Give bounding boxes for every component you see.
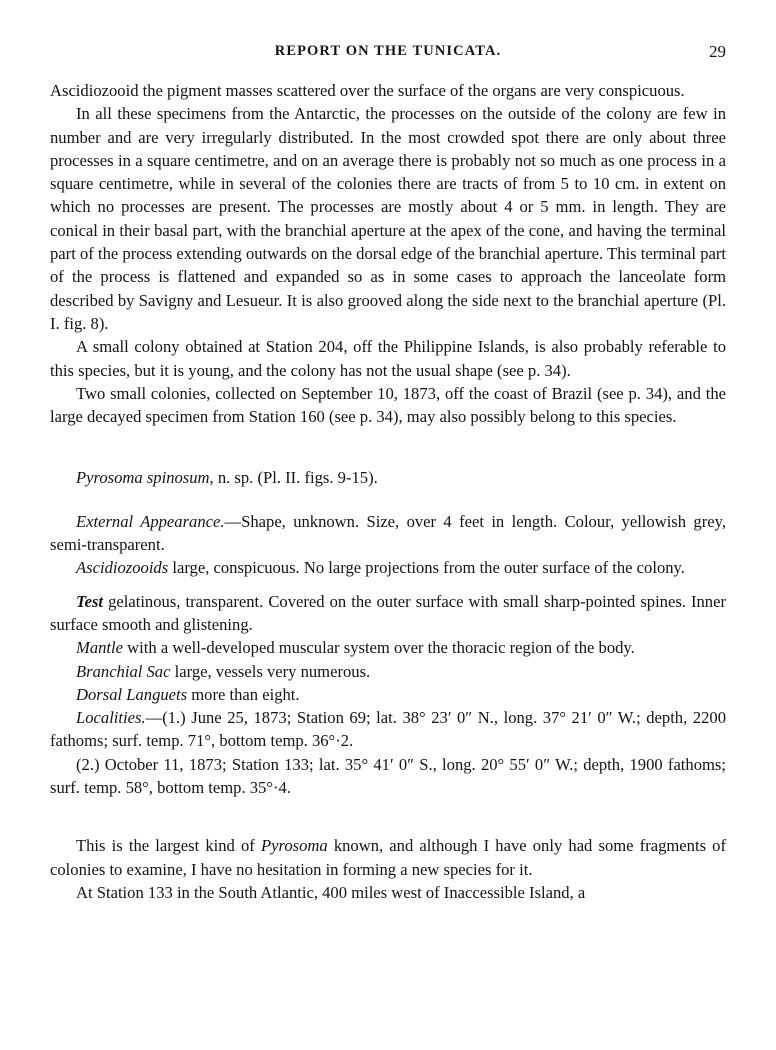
- genus-name: Pyrosoma: [260, 836, 328, 856]
- test-entry: [50, 590, 726, 637]
- external-appearance: [50, 510, 726, 557]
- paragraph-station-133: At Station 133 in the South Atlantic, 400 miles west of Inaccessible Island, a: [76, 882, 586, 902]
- localities-entry-2: (2.) October 11, 1873; Station 133; lat. 35° 41′ 0″ S., long. 20° 55′ 0″ W.; depth, 1900 fathoms; surf. temp. 58°, bottom temp. 35°·4.: [50, 754, 726, 798]
- dorsal-languets-text: more than eight.: [187, 684, 300, 704]
- ascidiozooids-label: Ascidiozooids: [76, 558, 169, 578]
- ascidiozooids-entry: [50, 556, 726, 579]
- ascidiozooids-text: large, conspicuous. No large projections from the outer surface of the colony.: [168, 558, 685, 578]
- mantle-text: with a well-developed muscular system over the thoracic region of the body.: [123, 638, 635, 658]
- largest-kind-text-a: This is the largest kind of: [76, 836, 261, 856]
- page-header: [50, 40, 726, 64]
- branchial-sac-entry: [50, 660, 726, 683]
- mantle-entry: [50, 636, 726, 659]
- species-name: Pyrosoma spinosum: [76, 468, 210, 488]
- mantle-label: Mantle: [76, 638, 124, 658]
- localities-entry-1: [50, 706, 726, 753]
- dorsal-languets-label: Dorsal Languets: [76, 684, 188, 704]
- dorsal-languets-entry: [50, 683, 726, 706]
- paragraph-brazil-colonies: Two small colonies, collected on September 10, 1873, off the coast of Brazil (see p. 34), and the large decayed specimen from Station 160 (see p. 34), may also possibly belong to this species.: [50, 383, 726, 427]
- largest-kind-text-b: known, and although I have only had some fragments of colonies to examine, I have no hesitation in forming a new species for it.: [50, 836, 726, 879]
- localities-label: Localities.: [76, 708, 146, 728]
- external-appearance-label: External Appearance.: [76, 511, 225, 531]
- test-text: gelatinous, transparent. Covered on the outer surface with small sharp-pointed spines. Inner surface smooth and glistening.: [50, 591, 726, 634]
- species-heading-rest: , n. sp. (Pl. II. figs. 9-15).: [209, 468, 378, 488]
- branchial-sac-label: Branchial Sac: [76, 661, 171, 681]
- paragraph-largest-kind: [50, 834, 726, 881]
- running-head: REPORT ON THE TUNICATA.: [274, 43, 502, 59]
- localities-1-text: —(1.) June 25, 1873; Station 69; lat. 38° 23′ 0″ N., long. 37° 21′ 0″ W.; depth, 2200 fathoms; surf. temp. 71°, bottom temp. 36°·2.: [50, 708, 726, 751]
- page-number: 29: [709, 42, 726, 61]
- test-label: Test: [76, 591, 104, 611]
- paragraph-antarctic-processes: In all these specimens from the Antarctic, the processes on the outside of the colony are few in number and are very irregularly distributed. In the most crowded spot there are only about three processes in a square centimetre, and on an average there is probably not so much as one process in a square centimetre, while in several of the colonies there are tracts of from 5 to 10 cm. in extent on which no processes are present. The processes are mostly about 4 or 5 mm. in length. They are conical in their basal part, with the branchial aperture at the apex of the cone, and having the terminal part of the process extending outwards on the dorsal edge of the branchial aperture. This terminal part of the process is flattened and expanded so as in some cases to approach the lanceolate form described by Savigny and Lesueur. It is also grooved along the side next to the branchial aperture (Pl. I. fig. 8).: [50, 104, 726, 333]
- external-appearance-text: —Shape, unknown. Size, over 4 feet in length. Colour, yellowish grey, semi-transparent.: [50, 511, 726, 555]
- paragraph-continued: Ascidiozooid the pigment masses scattered over the surface of the organs are very conspicuous.: [50, 81, 685, 100]
- paragraph-station-204: A small colony obtained at Station 204, off the Philippine Islands, is also probably referable to this species, but it is young, and the colony has not the usual shape (see p. 34).: [50, 337, 726, 380]
- page-body: [50, 79, 726, 904]
- species-heading: [50, 466, 726, 489]
- branchial-sac-text: large, vessels very numerous.: [170, 661, 371, 681]
